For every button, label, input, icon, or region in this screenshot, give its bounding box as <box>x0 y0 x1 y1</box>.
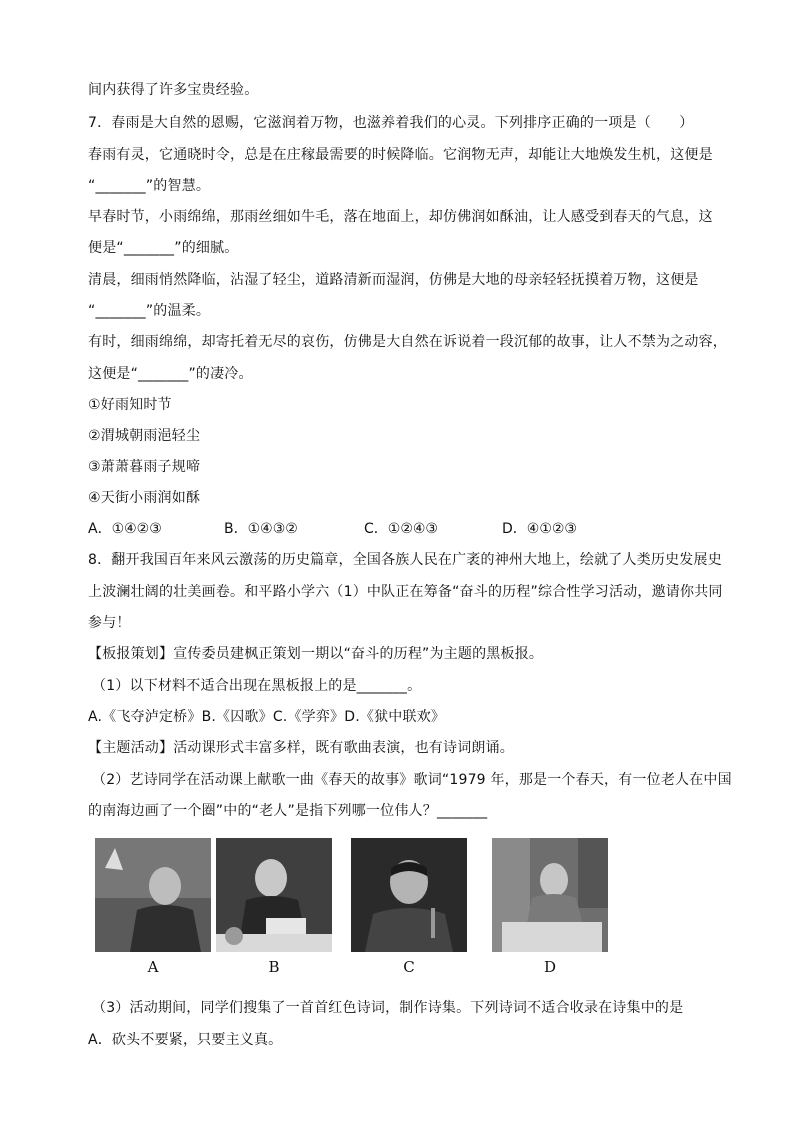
sub-question-1: （1）以下材料不适合出现在黑板报上的是_______。 <box>92 678 422 694</box>
sub-question-2: 的南海边画了一个圈”中的“老人”是指下列哪一位伟人？_______ <box>88 803 488 819</box>
passage-line: “_______”的智慧。 <box>88 178 211 194</box>
option-c: C．①②④③ <box>364 521 438 537</box>
portrait-photo-c <box>351 838 467 952</box>
section-heading: 【板报策划】宣传委员建枫正策划一期以“奋斗的历程”为主题的黑板报。 <box>88 646 544 662</box>
sub-question-1-options: A.《飞夺泸定桥》B.《囚歌》C.《学弈》D.《狱中联欢》 <box>88 709 446 725</box>
sub-question-3: （3）活动期间，同学们搜集了一首首红色诗词，制作诗集。下列诗词不适合收录在诗集中的是 <box>92 1000 684 1016</box>
option-d: D．④①②③ <box>502 521 577 537</box>
choice-item: ②渭城朝雨浥轻尘 <box>88 428 201 444</box>
question-8-stem: 参与！ <box>88 615 131 631</box>
sub-question-3-option-a: A．砍头不要紧，只要主义真。 <box>88 1032 283 1048</box>
photo-label-b: B <box>268 958 280 976</box>
question-7-stem: 7．春雨是大自然的恩赐，它滋润着万物，也滋养着我们的心灵。下列排序正确的一项是（ ） <box>88 115 694 131</box>
passage-line: 春雨有灵，它通晓时令，总是在庄稼最需要的时候降临。它润物无声，却能让大地焕发生机，这便是 <box>88 147 713 163</box>
question-8-stem: 上波澜壮阔的壮美画卷。和平路小学六（1）中队正在筹备“奋斗的历程”综合性学习活动，邀请你共同 <box>88 584 723 600</box>
photo-label-d: D <box>543 958 557 976</box>
option-a: A．①④②③ <box>88 521 162 537</box>
passage-line: 早春时节，小雨绵绵，那雨丝细如牛毛，落在地面上，却仿佛润如酥油，让人感受到春天的气息，这 <box>88 209 713 225</box>
passage-line: 便是“_______”的细腻。 <box>88 240 239 256</box>
sub-question-2: （2）艺诗同学在活动课上献歌一曲《春天的故事》歌词“1979 年，那是一个春天，有一位老人在中国 <box>92 772 732 788</box>
portrait-photo-a <box>95 838 211 952</box>
choice-item: ③萧萧暮雨子规啼 <box>88 459 201 475</box>
passage-line: 这便是“_______”的凄冷。 <box>88 366 253 382</box>
choice-item: ①好雨知时节 <box>88 397 172 413</box>
passage-line: 清晨，细雨悄然降临，沾湿了轻尘，道路清新而湿润，仿佛是大地的母亲轻轻抚摸着万物，这便是 <box>88 272 699 288</box>
photo-label-a: A <box>147 958 159 976</box>
text-line: 间内获得了许多宝贵经验。 <box>88 82 259 98</box>
choice-item: ④天街小雨润如酥 <box>88 490 201 506</box>
passage-line: 有时，细雨绵绵，却寄托着无尽的哀伤，仿佛是大自然在诉说着一段沉郁的故事，让人不禁为之动容， <box>88 334 727 350</box>
photo-label-c: C <box>403 958 415 976</box>
portrait-photo-d <box>492 838 608 952</box>
portrait-photo-b <box>216 838 332 952</box>
passage-line: “_______”的温柔。 <box>88 303 211 319</box>
portrait-photo-options <box>95 838 625 978</box>
question-8-stem: 8．翻开我国百年来风云激荡的历史篇章，全国各族人民在广袤的神州大地上，绘就了人类历史发展史 <box>88 552 722 568</box>
section-heading: 【主题活动】活动课形式丰富多样，既有歌曲表演，也有诗词朗诵。 <box>88 740 514 756</box>
option-b: B．①④③② <box>224 521 298 537</box>
